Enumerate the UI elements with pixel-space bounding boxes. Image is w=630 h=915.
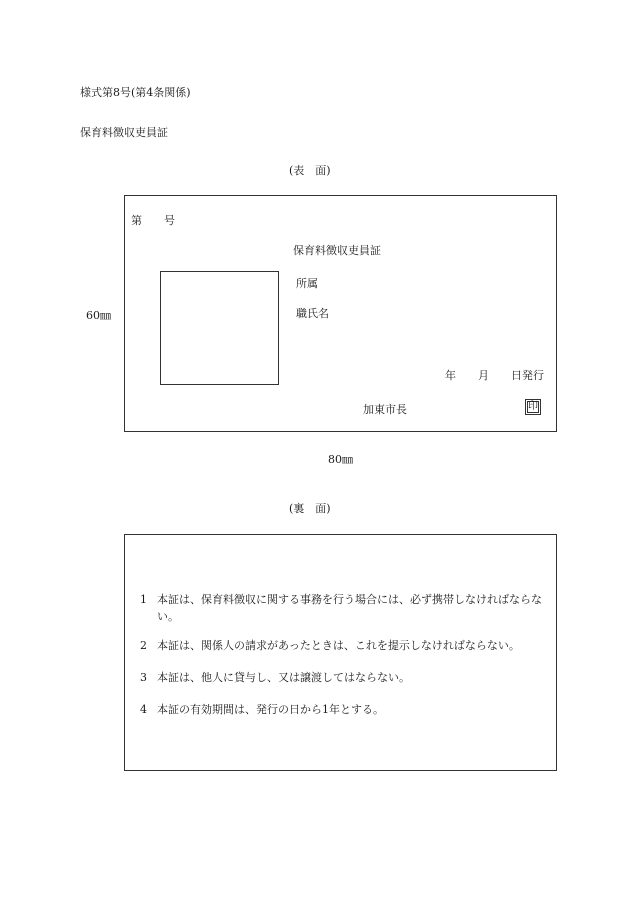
photo-box (160, 271, 279, 385)
seal-text: 印 (528, 401, 538, 412)
note-number: 4 (140, 703, 147, 716)
card-title: 保育料徴収吏員証 (293, 244, 381, 257)
seal-mark (525, 399, 541, 415)
name-label: 職氏名 (296, 307, 329, 320)
form-number: 様式第8号(第4条関係) (80, 86, 191, 99)
note-item (140, 669, 554, 686)
note-number: 1 (140, 593, 147, 606)
document-title: 保育料徴収吏員証 (80, 126, 168, 139)
number-label: 第 号 (131, 214, 175, 227)
note-number: 3 (140, 671, 147, 684)
note-text: 本証は、他人に貸与し、又は譲渡してはならない。 (157, 671, 410, 684)
note-item (140, 591, 554, 625)
height-dimension: 60㎜ (86, 309, 111, 322)
note-item (140, 637, 554, 654)
affiliation-label: 所属 (296, 277, 318, 290)
width-dimension: 80㎜ (328, 453, 353, 466)
issuer: 加東市長 (363, 403, 407, 416)
note-text: 本証は、関係人の請求があったときは、これを提示しなければならない。 (157, 639, 520, 652)
note-number: 2 (140, 639, 147, 652)
note-item (140, 701, 554, 718)
note-text: 本証は、保育料徴収に関する事務を行う場合には、必ず携帯しなければならない。 (157, 593, 542, 623)
issue-date-label: 年 月 日発行 (445, 369, 544, 382)
back-heading: (裏 面) (289, 502, 331, 515)
front-heading: (表 面) (289, 164, 331, 177)
note-text: 本証の有効期間は、発行の日から1年とする。 (157, 703, 384, 716)
card-front (124, 195, 557, 432)
